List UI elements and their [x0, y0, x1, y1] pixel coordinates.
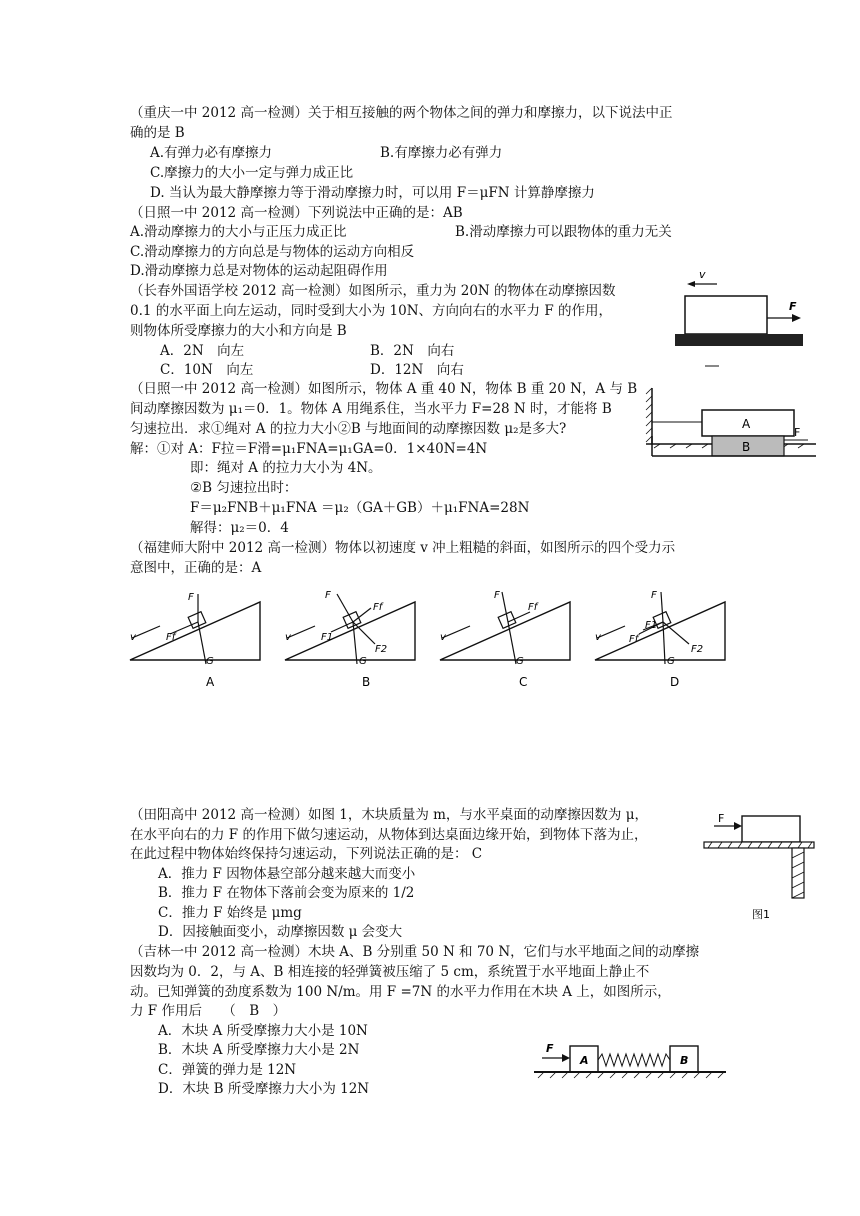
q6-figure	[700, 812, 830, 924]
svg-text:G: G	[359, 656, 367, 667]
q1-stem-line2: 确的是 B	[130, 125, 185, 141]
q4-solution-line5: 解得：μ₂＝0．4	[190, 520, 289, 536]
q6-stem-line3: 在此过程中物体始终保持匀速运动，下列说法正确的是： C	[130, 846, 483, 862]
svg-text:v: v	[595, 632, 601, 643]
q4-stem-line1: （日照一中 2012 高一检测）如图所示，物体 A 重 40 N，物体 B 重 20 N，A 与 B	[130, 381, 638, 397]
q1-option-b: B.有摩擦力必有弹力	[380, 145, 503, 161]
caption-d: D	[670, 675, 680, 689]
q2-stem: （日照一中 2012 高一检测）下列说法中正确的是：AB	[130, 205, 463, 221]
q2-option-d: D.滑动摩擦力总是对物体的运动起阻碍作用	[130, 263, 388, 279]
q7-option-b: B．木块 A 所受摩擦力大小是 2N	[158, 1042, 360, 1058]
svg-text:F: F	[325, 590, 331, 601]
q4-solution-line1: 解：①对 A：F拉＝F滑=μ₁FNA=μ₁GA=0．1×40N=4N	[130, 441, 488, 457]
velocity-label: v	[699, 268, 706, 281]
svg-text:F1: F1	[321, 632, 334, 643]
caption-b: B	[362, 675, 371, 689]
block-a-label: A	[580, 1054, 589, 1067]
velocity-arrowhead	[687, 281, 695, 287]
q4-solution-line2: 即：绳对 A 的拉力大小为 4N。	[190, 460, 382, 476]
svg-text:v: v	[130, 632, 136, 643]
q7-option-d: D．木块 B 所受摩擦力大小为 12N	[158, 1081, 370, 1097]
q2-option-b: B.滑动摩擦力可以跟物体的重力无关	[455, 224, 672, 240]
svg-text:F2: F2	[375, 644, 388, 655]
q1-option-a: A.有弹力必有摩擦力	[150, 145, 273, 161]
figure-caption: 图1	[752, 908, 770, 921]
force-label: F	[789, 300, 797, 313]
q7-stem-line4: 力 F 作用后 （ B ）	[130, 1003, 287, 1019]
block-a-label: A	[742, 417, 751, 431]
q3-option-b: B．2N 向右	[370, 343, 455, 359]
q3-stem-line1: （长春外国语学校 2012 高一检测）如图所示，重力为 20N 的物体在动摩擦因数	[130, 283, 616, 299]
q6-stem-line1: （田阳高中 2012 高一检测）如图 1，木块质量为 m，与水平桌面的动摩擦因数为 μ，	[130, 807, 648, 823]
svg-text:v: v	[440, 632, 446, 643]
q5-stem-line1: （福建师大附中 2012 高一检测）物体以初速度 v 冲上粗糙的斜面，如图所示的四个受力示	[130, 540, 676, 556]
q2-option-a: A.滑动摩擦力的大小与正压力成正比	[130, 224, 347, 240]
svg-text:Ff: Ff	[166, 632, 176, 643]
q4-solution-line4: F＝μ₂FNB＋μ₁FNA ＝μ₂（GA＋GB）＋μ₁FNA=28N	[190, 500, 530, 516]
ground	[675, 334, 803, 346]
block	[742, 816, 800, 842]
q6-option-d: D．因接触面变小，动摩擦因数 μ 会变大	[158, 924, 403, 940]
q7-stem-line3: 动。已知弹簧的劲度系数为 100 N/m。用 F =7N 的水平力作用在木块 A 上，如图所示，	[130, 984, 671, 1000]
q3-option-a: A．2N 向左	[160, 343, 245, 359]
block-b-label: B	[680, 1054, 689, 1067]
q4-stem-line2: 间动摩擦因数为 μ₁＝0．1。物体 A 用绳系住，当水平力 F=28 N 时，才能将 B	[130, 401, 612, 417]
svg-text:G: G	[206, 656, 214, 667]
push-label: F	[718, 812, 725, 825]
force-arrowhead	[562, 1054, 570, 1062]
q5-stem-line2: 意图中，正确的是：A	[130, 560, 262, 576]
wall-hatch	[646, 388, 652, 442]
q5-figure-row	[128, 588, 728, 688]
q7-stem-line1: （吉林一中 2012 高一检测）木块 A、B 分别重 50 N 和 70 N，它们与水平地面之间的动摩擦	[130, 944, 700, 960]
q7-option-a: A．木块 A 所受摩擦力大小是 10N	[158, 1023, 368, 1039]
incline-diagram-c	[440, 590, 570, 667]
incline-diagram-a	[130, 592, 260, 667]
svg-text:Ff: Ff	[528, 602, 538, 613]
svg-text:F2: F2	[691, 644, 704, 655]
block	[685, 296, 767, 334]
caption-c: C	[519, 675, 528, 689]
svg-text:Ff: Ff	[629, 634, 639, 645]
q3-stem-line3: 则物体所受摩擦力的大小和方向是 B	[130, 323, 347, 339]
q7-option-c: C．弹簧的弹力是 12N	[158, 1062, 297, 1078]
q1-option-d: D. 当认为最大静摩擦力等于滑动摩擦力时，可以用 F＝μFN 计算静摩擦力	[150, 185, 595, 201]
incline-diagram-b	[285, 590, 415, 667]
q6-option-c: C．推力 F 始终是 μmg	[158, 905, 302, 921]
q6-option-a: A．推力 F 因物体悬空部分越来越大而变小	[158, 866, 416, 882]
q3-option-d: D．12N 向右	[370, 362, 464, 378]
force-label: F	[546, 1042, 554, 1055]
q4-figure-lower	[640, 436, 820, 466]
incline-diagram-d	[595, 590, 725, 667]
q4-stem-line3: 匀速拉出．求①绳对 A 的拉力大小②B 与地面间的动摩擦因数 μ₂是多大?	[130, 421, 567, 437]
q3-option-c: C．10N 向左	[160, 362, 254, 378]
spring	[598, 1054, 670, 1066]
svg-text:Ff: Ff	[373, 602, 383, 613]
q2-option-c: C.滑动摩擦力的方向总是与物体的运动方向相反	[130, 244, 415, 260]
svg-text:v: v	[285, 632, 291, 643]
force-label: F	[794, 426, 801, 439]
svg-text:F: F	[494, 590, 500, 601]
q3-stem-line2: 0.1 的水平面上向左运动，同时受到大小为 10N、方向向右的水平力 F 的作用，	[130, 303, 612, 319]
force-arrowhead	[792, 314, 801, 322]
q6-stem-line2: 在水平向右的力 F 的作用下做匀速运动，从物体到达桌面边缘开始，到物体下落为止，	[130, 827, 648, 843]
q1-option-c: C.摩擦力的大小一定与弹力成正比	[150, 165, 354, 181]
q4-solution-line3: ②B 匀速拉出时：	[190, 480, 298, 496]
svg-text:G: G	[516, 656, 524, 667]
caption-a: A	[206, 675, 215, 689]
q1-stem-line1: （重庆一中 2012 高一检测）关于相互接触的两个物体之间的弹力和摩擦力，以下说法中正	[130, 105, 673, 121]
block-b-label: B	[742, 440, 751, 454]
svg-text:F: F	[188, 592, 194, 603]
svg-text:F1: F1	[645, 620, 658, 631]
push-arrowhead	[734, 822, 742, 830]
q3-figure	[665, 262, 815, 372]
svg-text:G: G	[667, 656, 675, 667]
q7-figure	[530, 1038, 730, 1086]
q6-option-b: B．推力 F 在物体下落前会变为原来的 1/2	[158, 885, 415, 901]
svg-text:F: F	[651, 590, 657, 601]
q7-stem-line2: 因数均为 0．2，与 A、B 相连接的轻弹簧被压缩了 5 cm，系统置于水平地面上静止不	[130, 964, 650, 980]
